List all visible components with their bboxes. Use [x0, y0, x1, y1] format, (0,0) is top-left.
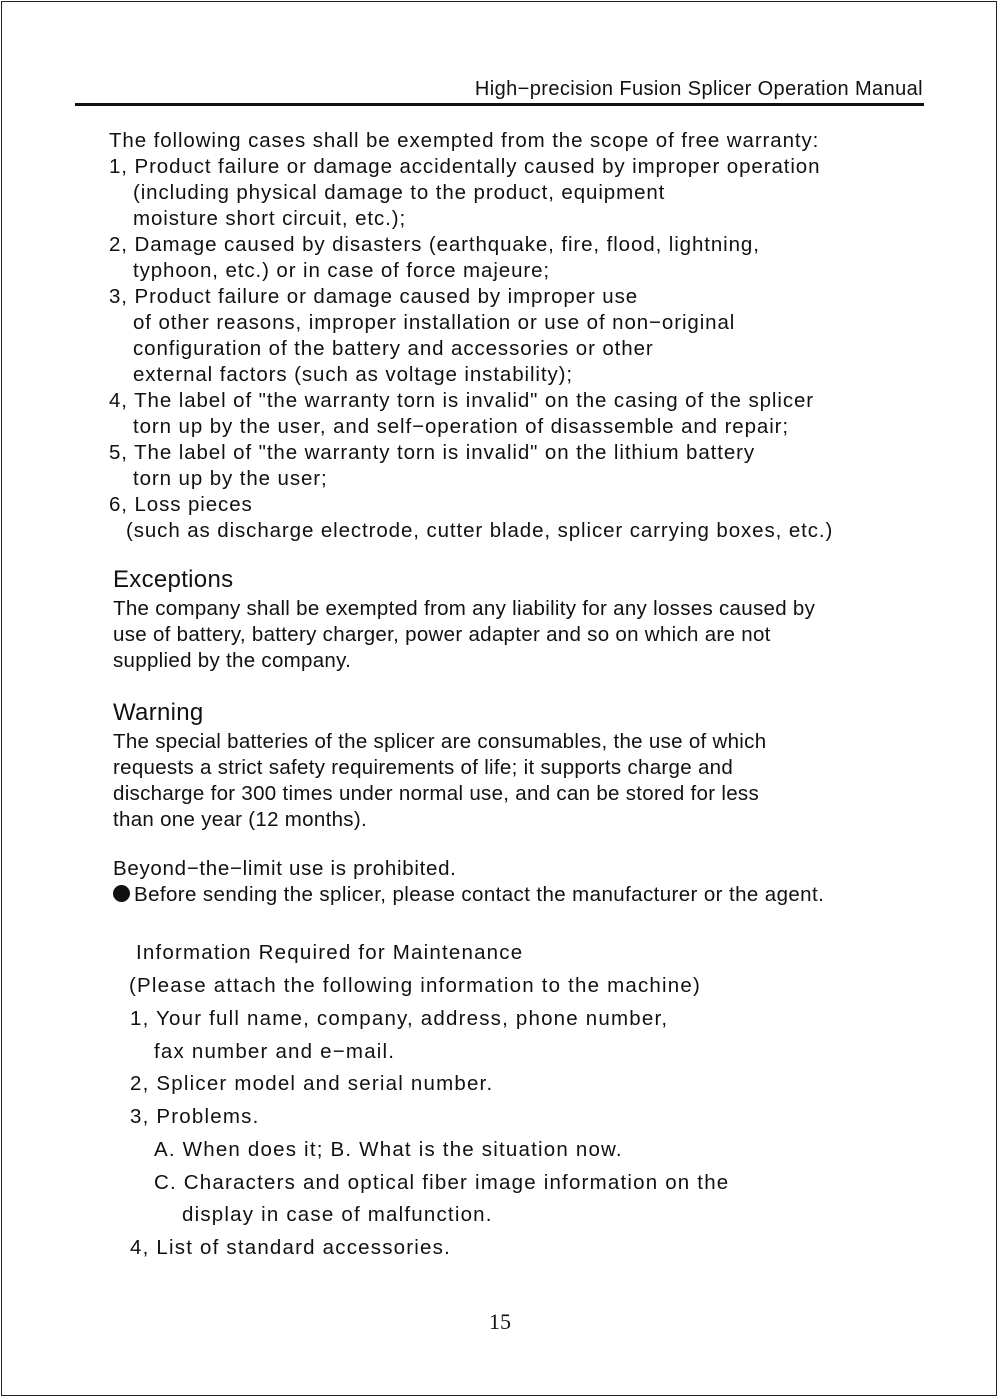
prohibited-note: Beyond−the−limit use is prohibited.: [113, 857, 457, 880]
warning-line: requests a strict safety requirements of life; it supports charge and: [113, 756, 734, 779]
exceptions-line: use of battery, battery charger, power adapter and so on which are not: [113, 623, 771, 646]
warranty-item-2-cont: typhoon, etc.) or in case of force majeure;: [133, 259, 550, 282]
warranty-intro: The following cases shall be exempted from the scope of free warranty:: [109, 129, 820, 152]
warranty-item-2: 2, Damage caused by disasters (earthquake, fire, flood, lightning,: [109, 233, 760, 256]
exceptions-line: supplied by the company.: [113, 649, 352, 672]
warranty-item-1: 1, Product failure or damage accidentally caused by improper operation: [109, 155, 821, 178]
maintenance-item-3: 3, Problems.: [130, 1105, 260, 1128]
warranty-item-6: 6, Loss pieces: [109, 493, 253, 516]
maintenance-item-4: 4, List of standard accessories.: [130, 1236, 451, 1259]
page-number: 15: [489, 1309, 511, 1334]
warning-heading: Warning: [113, 699, 204, 726]
maintenance-item-1: 1, Your full name, company, address, phone number,: [130, 1007, 669, 1030]
warranty-item-1-cont: moisture short circuit, etc.);: [133, 207, 407, 230]
maintenance-heading: Information Required for Maintenance: [136, 941, 524, 964]
warranty-item-5: 5, The label of "the warranty torn is invalid" on the lithium battery: [109, 441, 756, 464]
warning-line: discharge for 300 times under normal use, and can be stored for less: [113, 782, 759, 805]
warranty-item-3-cont: of other reasons, improper installation or use of non−original: [133, 311, 736, 334]
exceptions-line: The company shall be exempted from any liability for any losses caused by: [113, 597, 816, 620]
exceptions-heading: Exceptions: [113, 566, 234, 593]
maintenance-item-3a: A. When does it; B. What is the situation now.: [154, 1138, 623, 1161]
warranty-item-5-cont: torn up by the user;: [133, 467, 328, 490]
warranty-item-3-cont: external factors (such as voltage instability);: [133, 363, 573, 386]
contact-note: [113, 882, 824, 908]
warranty-item-4-cont: torn up by the user, and self−operation of disassemble and repair;: [133, 415, 789, 438]
warranty-item-3-cont: configuration of the battery and accessories or other: [133, 337, 654, 360]
maintenance-item-3c-cont: display in case of malfunction.: [182, 1203, 493, 1226]
maintenance-item-3c: C. Characters and optical fiber image information on the: [154, 1171, 730, 1194]
contact-note-text: Before sending the splicer, please contact the manufacturer or the agent.: [134, 883, 825, 906]
warranty-item-4: 4, The label of "the warranty torn is invalid" on the casing of the splicer: [109, 389, 814, 412]
warranty-item-1-cont: (including physical damage to the product, equipment: [133, 181, 666, 204]
manual-header-title: High−precision Fusion Splicer Operation Manual: [474, 78, 923, 100]
warranty-item-6-cont: (such as discharge electrode, cutter blade, splicer carrying boxes, etc.): [126, 519, 834, 542]
maintenance-item-2: 2, Splicer model and serial number.: [130, 1072, 494, 1095]
bullet-icon: [113, 885, 130, 902]
maintenance-subheading: (Please attach the following information to the machine): [129, 974, 702, 997]
warning-line: The special batteries of the splicer are consumables, the use of which: [113, 730, 767, 753]
warning-line: than one year (12 months).: [113, 808, 367, 831]
maintenance-item-1-cont: fax number and e−mail.: [154, 1040, 396, 1063]
warranty-item-3: 3, Product failure or damage caused by improper use: [109, 285, 639, 308]
header-rule: [75, 103, 924, 106]
